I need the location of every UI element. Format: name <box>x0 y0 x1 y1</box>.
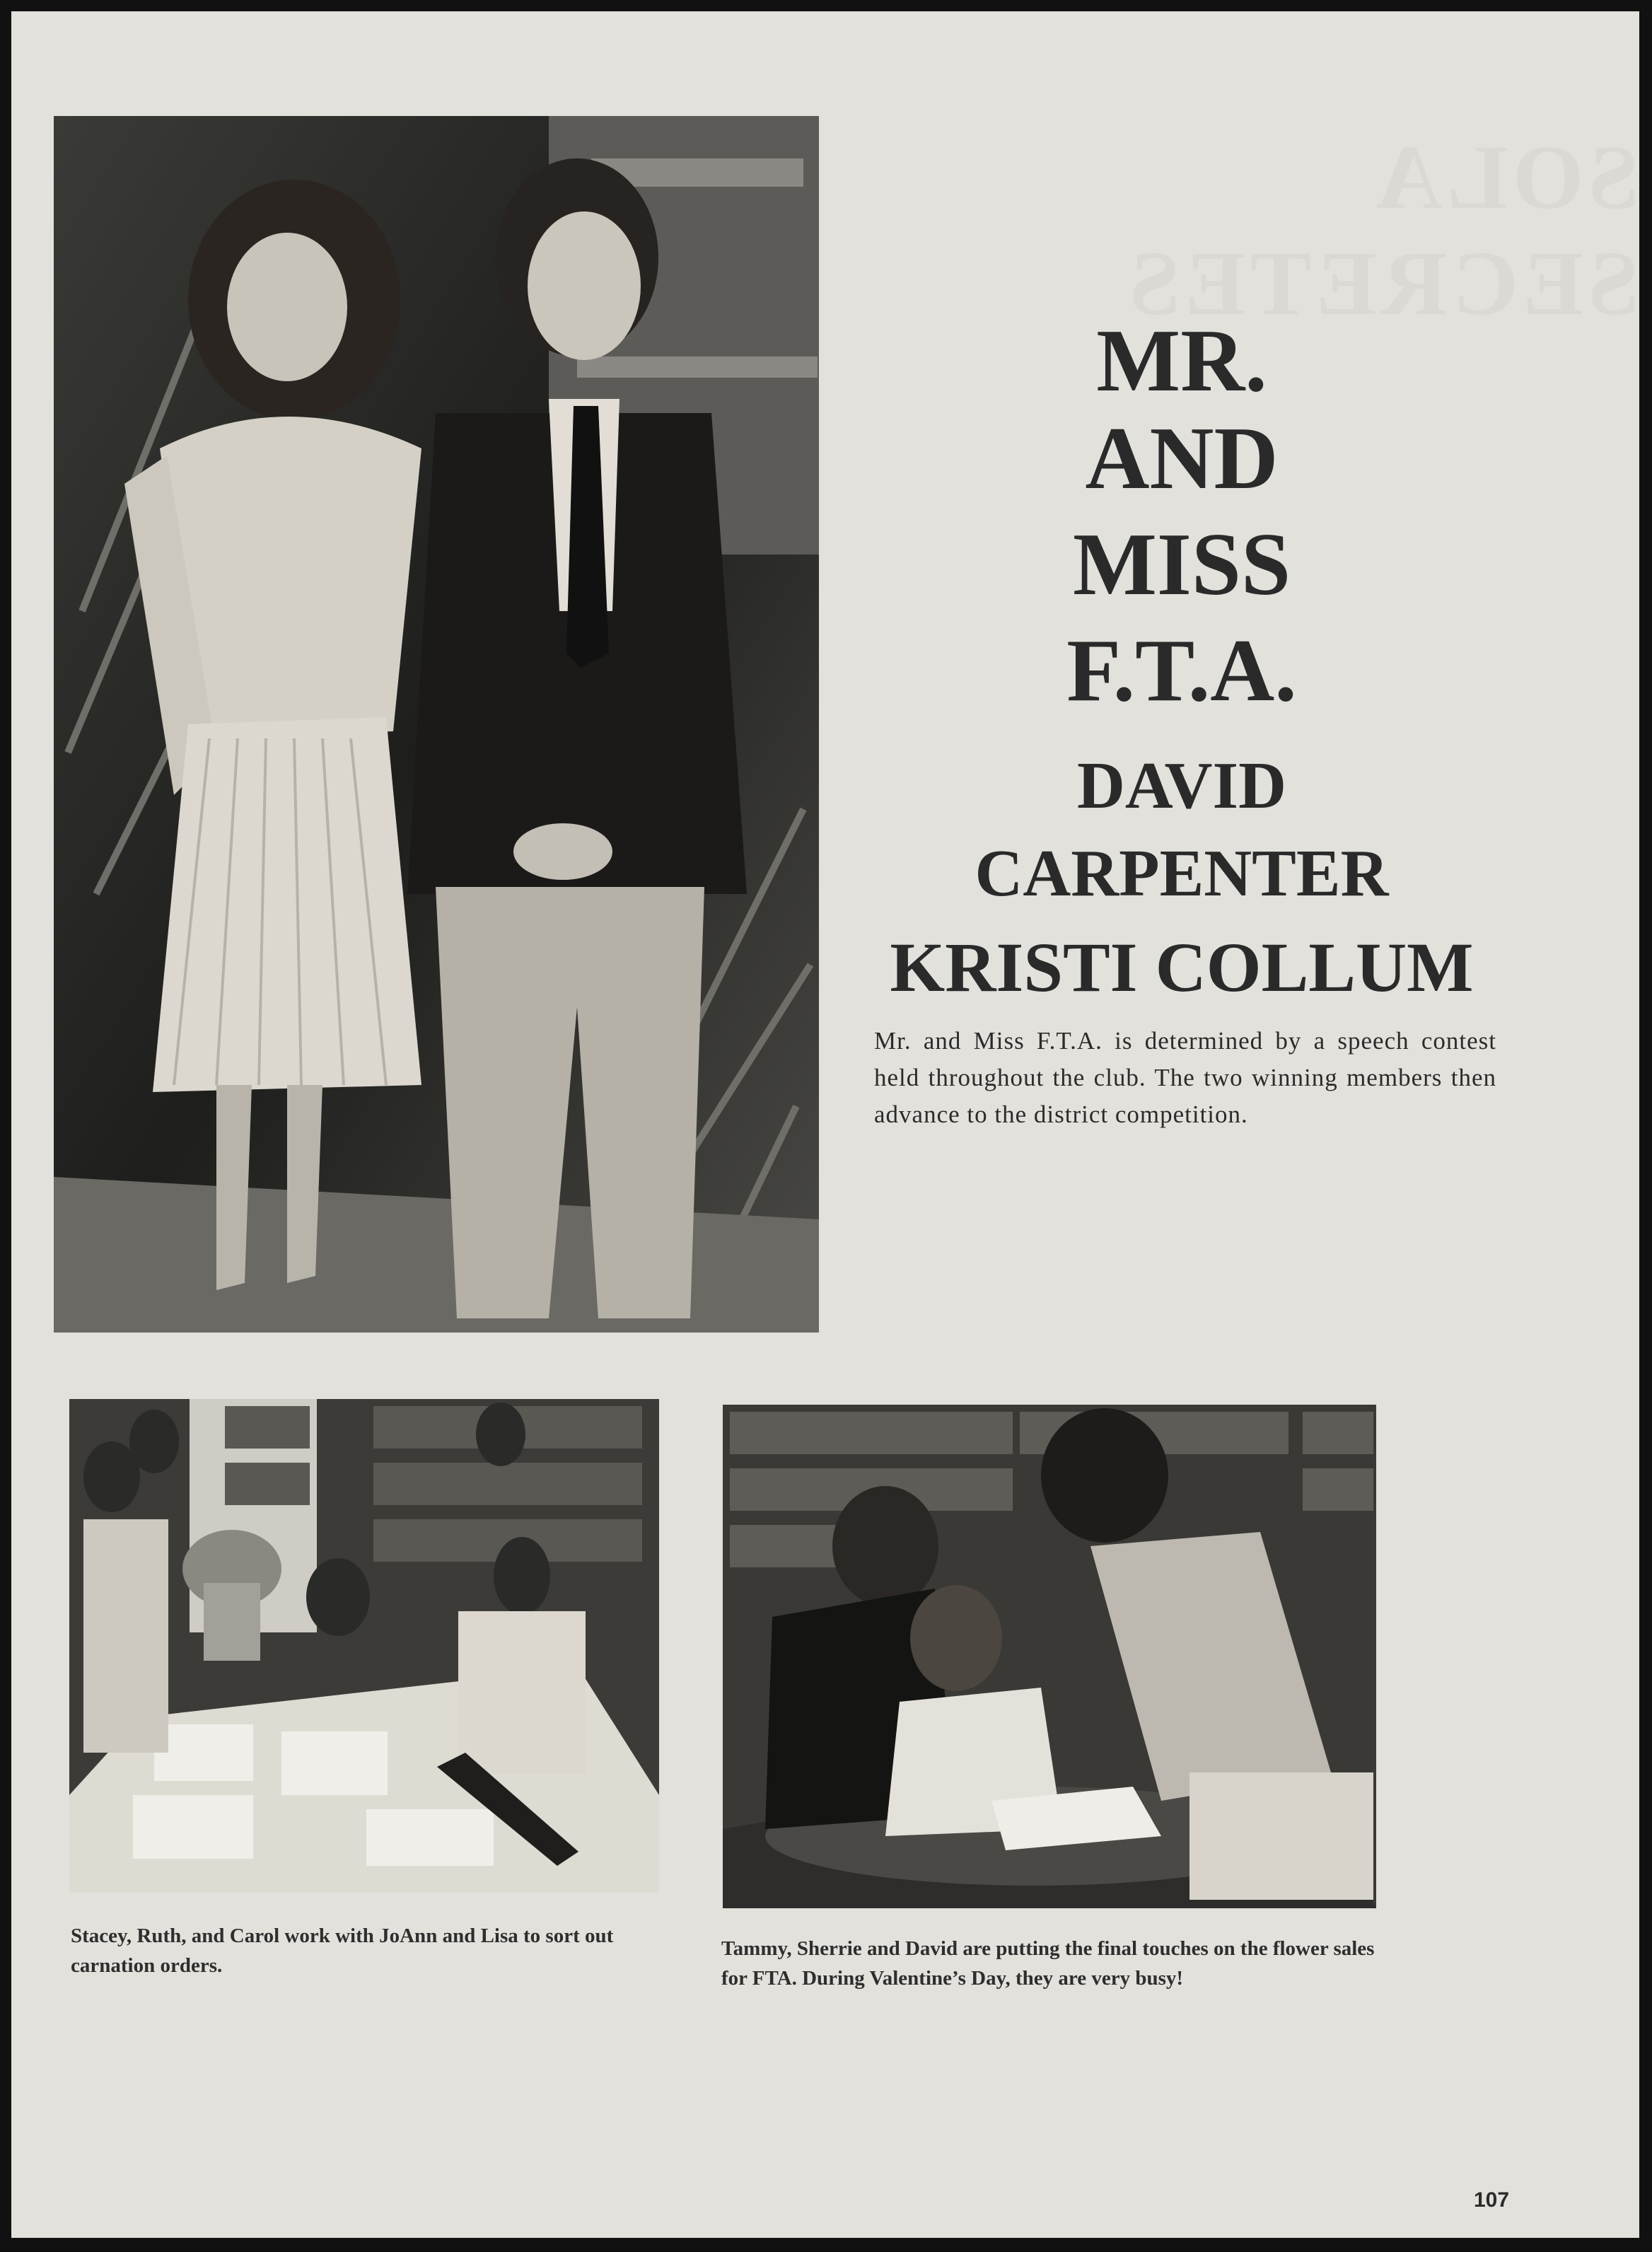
portrait-photo-drawing <box>54 116 819 1333</box>
heading-line-miss: MISS <box>1072 516 1291 614</box>
bleed-through-text: SOLA SECRETES <box>1124 127 1639 335</box>
caption-left: Stacey, Ruth, and Carol work with JoAnn and Lisa to sort out carnation orders. <box>71 1925 614 1977</box>
honoree-last-name: CARPENTER <box>975 837 1389 910</box>
heading-line-and: AND <box>1085 410 1279 508</box>
page-number: 107 <box>1474 2188 1510 2212</box>
carnation-orders-photo <box>69 1399 659 1893</box>
heading-line-mr: MR. <box>1096 312 1267 410</box>
honoree-first-name: DAVID <box>1077 749 1286 823</box>
heading-line-fta: F.T.A. <box>1066 622 1297 720</box>
yearbook-page <box>11 11 1639 2238</box>
caption-right: Tammy, Sherrie and David are putting the final touches on the flower sales for FTA. During Valentine’s Day, they are very busy! <box>721 1937 1375 1990</box>
description-paragraph: Mr. and Miss F.T.A. is determined by a speech contest held throughout the club. The two winning members then advance to the district competition. <box>874 1027 1496 1128</box>
portrait-photo <box>54 116 819 1333</box>
carnation-orders-drawing <box>69 1399 659 1893</box>
flower-sales-drawing <box>723 1405 1376 1908</box>
honoree-second: KRISTI COLLUM <box>890 928 1474 1006</box>
flower-sales-photo <box>723 1405 1376 1908</box>
